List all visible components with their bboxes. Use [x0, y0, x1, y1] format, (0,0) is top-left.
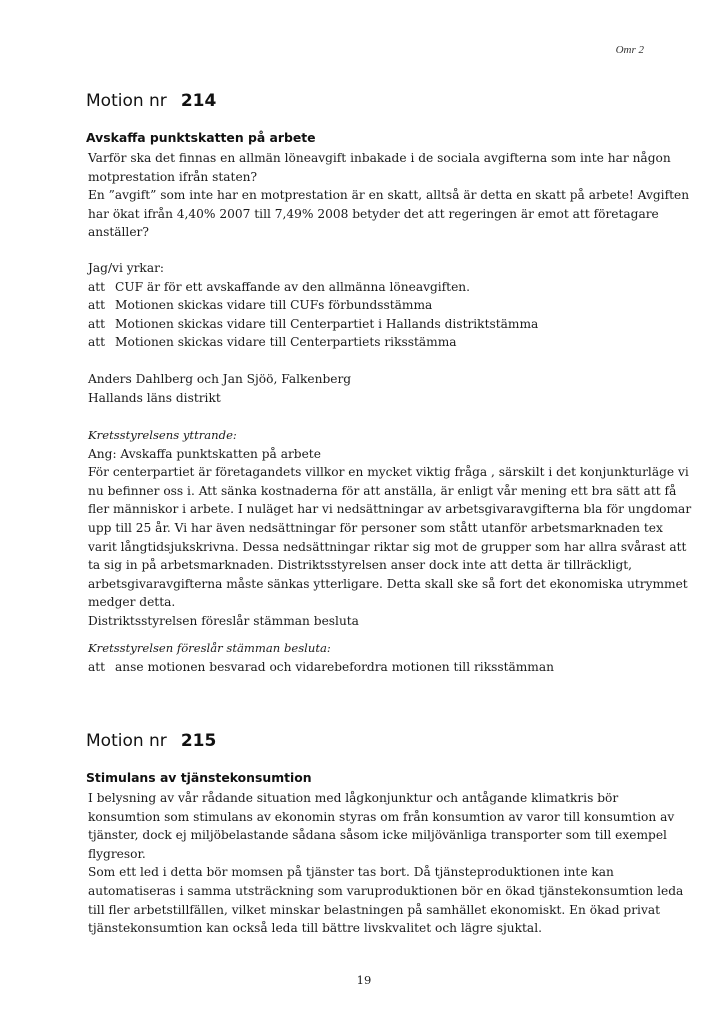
motion-215-title: Stimulans av tjänstekonsumtion — [86, 770, 312, 785]
body-line: motprestation ifrån staten? — [88, 169, 258, 184]
statement-line: varit långtidsjukskrivna. Dessa nedsättningar riktar sig mot de grupper som har allra svårast att — [88, 539, 687, 554]
demand-item — [88, 296, 658, 315]
body-line: tjänster, dock ej miljöbelastande sådana såsom icke miljövänliga transporter som till exempel — [88, 828, 667, 843]
statement-line: Distriktsstyrelsen föreslår stämman besluta — [88, 613, 359, 628]
motion-214-heading — [86, 91, 216, 111]
author-names: Anders Dahlberg och Jan Sjöö, Falkenberg — [88, 372, 352, 386]
demand-text: Motionen skickas vidare till Centerpartiets riksstämma — [115, 335, 457, 350]
proposal-heading: Kretsstyrelsen föreslår stämman besluta: — [88, 641, 331, 655]
proposal-text: anse motionen besvarad och vidarebefordra motionen till riksstämman — [115, 659, 554, 674]
statement-line: fler människor i arbete. I nuläget har vi nedsättningar av arbetsgivaravgifterna bla för ungdomar — [88, 502, 692, 517]
motion-214-authors — [88, 370, 658, 407]
motion-214-body — [88, 149, 690, 242]
statement-line: Ang: Avskaffa punktskatten på arbete — [88, 446, 321, 461]
body-line: konsumtion som stimulans av ekonomin styras om från konsumtion av varor till konsumtion av — [88, 809, 675, 824]
demand-item — [88, 278, 658, 297]
statement-line: arbetsgivaravgifterna måste sänkas ytterligare. Detta skall ske så fort det ekonomiska utrymmet — [88, 576, 688, 591]
motion-number: 215 — [180, 731, 217, 751]
demand-prefix: att — [88, 335, 106, 350]
demand-text: Motionen skickas vidare till Centerpartiet i Hallands distriktstämma — [115, 316, 539, 331]
statement-line: medger detta. — [88, 595, 176, 610]
body-line: anställer? — [88, 225, 149, 240]
board-statement — [88, 426, 692, 631]
motion-number: 214 — [180, 91, 217, 111]
board-proposal — [88, 639, 658, 676]
proposal-item — [88, 658, 658, 677]
body-line: till fler arbetstillfällen, vilket minskar belastningen på samhället ekonomiskt. En ökad privat — [88, 902, 660, 917]
demand-prefix: att — [88, 316, 106, 331]
body-line: automatiseras i samma utsträckning som varuproduktionen bör en ökad tjänstekonsumtion leda — [88, 883, 684, 898]
page-header-section-code: Omr 2 — [615, 44, 644, 56]
motion-215-body — [88, 789, 684, 938]
statement-line: upp till 25 år. Vi har även nedsättningar för personer som stått utanför arbetsmarknaden tex — [88, 520, 663, 535]
body-line: flygresor. — [88, 846, 146, 861]
motion-214-title: Avskaffa punktskatten på arbete — [86, 130, 316, 145]
motion-214-demands — [88, 259, 658, 352]
page-number: 19 — [356, 973, 372, 987]
motion-215-heading — [86, 731, 216, 751]
statement-line: För centerpartiet är företagandets villkor en mycket viktig fråga , särskilt i det konjunkturläge vi — [88, 465, 689, 480]
body-line: Som ett led i detta bör momsen på tjänster tas bort. Då tjänsteproduktionen inte kan — [88, 865, 614, 880]
body-line: I belysning av vår rådande situation med lågkonjunktur och antågande klimatkris bör — [88, 791, 619, 805]
demand-text: CUF är för ett avskaffande av den allmänna löneavgiften. — [115, 279, 471, 294]
motion-label: Motion nr — [86, 731, 167, 751]
statement-line: ta sig in på arbetsmarknaden. Distriktsstyrelsen anser dock inte att detta är tillräckligt, — [88, 558, 633, 573]
demand-item — [88, 333, 658, 352]
demand-prefix: att — [88, 279, 106, 294]
body-line: har ökat ifrån 4,40% 2007 till 7,49% 2008 betyder det att regeringen är emot att företagare — [88, 206, 659, 221]
demands-heading: Jag/vi yrkar: — [88, 261, 165, 275]
author-district: Hallands läns distrikt — [88, 390, 221, 405]
demand-item — [88, 315, 658, 334]
proposal-prefix: att — [88, 659, 106, 674]
body-line: Varför ska det finnas en allmän löneavgift inbakade i de sociala avgifterna som inte har någon — [88, 151, 671, 165]
motion-label: Motion nr — [86, 91, 167, 111]
statement-line: nu befinner oss i. Att sänka kostnaderna för att anställa, är enligt vår mening ett bra sätt att få — [88, 483, 677, 498]
board-statement-heading: Kretsstyrelsens yttrande: — [88, 428, 237, 442]
demand-prefix: att — [88, 298, 106, 313]
body-line: tjänstekonsumtion kan också leda till bättre livskvalitet och lägre sjuktal. — [88, 921, 542, 936]
body-line: En ”avgift” som inte har en motprestation är en skatt, alltså är detta en skatt på arbete! Avgiften — [88, 188, 690, 203]
demand-text: Motionen skickas vidare till CUFs förbundsstämma — [115, 298, 433, 313]
